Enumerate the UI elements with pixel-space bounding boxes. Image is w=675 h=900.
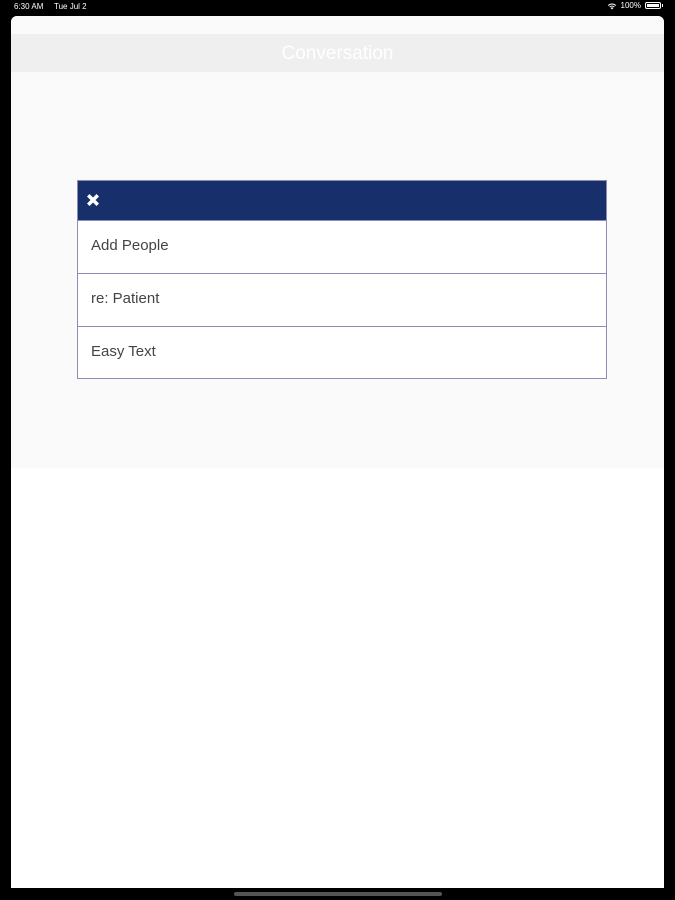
status-time: 6:30 AM <box>14 2 44 11</box>
status-date: Tue Jul 2 <box>54 2 87 11</box>
page-title: Conversation <box>281 43 394 64</box>
options-popup <box>77 180 607 379</box>
battery-fill <box>647 4 659 7</box>
menu-item-label: Add People <box>91 237 169 254</box>
menu-item-add-people[interactable] <box>78 220 606 272</box>
wifi-icon <box>607 2 617 10</box>
battery-icon <box>645 2 661 9</box>
close-icon[interactable] <box>83 190 103 210</box>
status-indicators <box>607 1 661 10</box>
menu-item-label: re: Patient <box>91 290 160 307</box>
navigation-bar <box>11 34 664 72</box>
menu-item-re-patient[interactable] <box>78 273 606 325</box>
app-screen <box>11 16 664 888</box>
battery-percent: 100% <box>620 1 641 10</box>
menu-item-easy-text[interactable] <box>78 326 606 378</box>
popup-header <box>78 181 606 220</box>
home-indicator[interactable] <box>234 892 442 896</box>
menu-item-label: Easy Text <box>91 343 156 360</box>
status-bar <box>0 0 675 14</box>
